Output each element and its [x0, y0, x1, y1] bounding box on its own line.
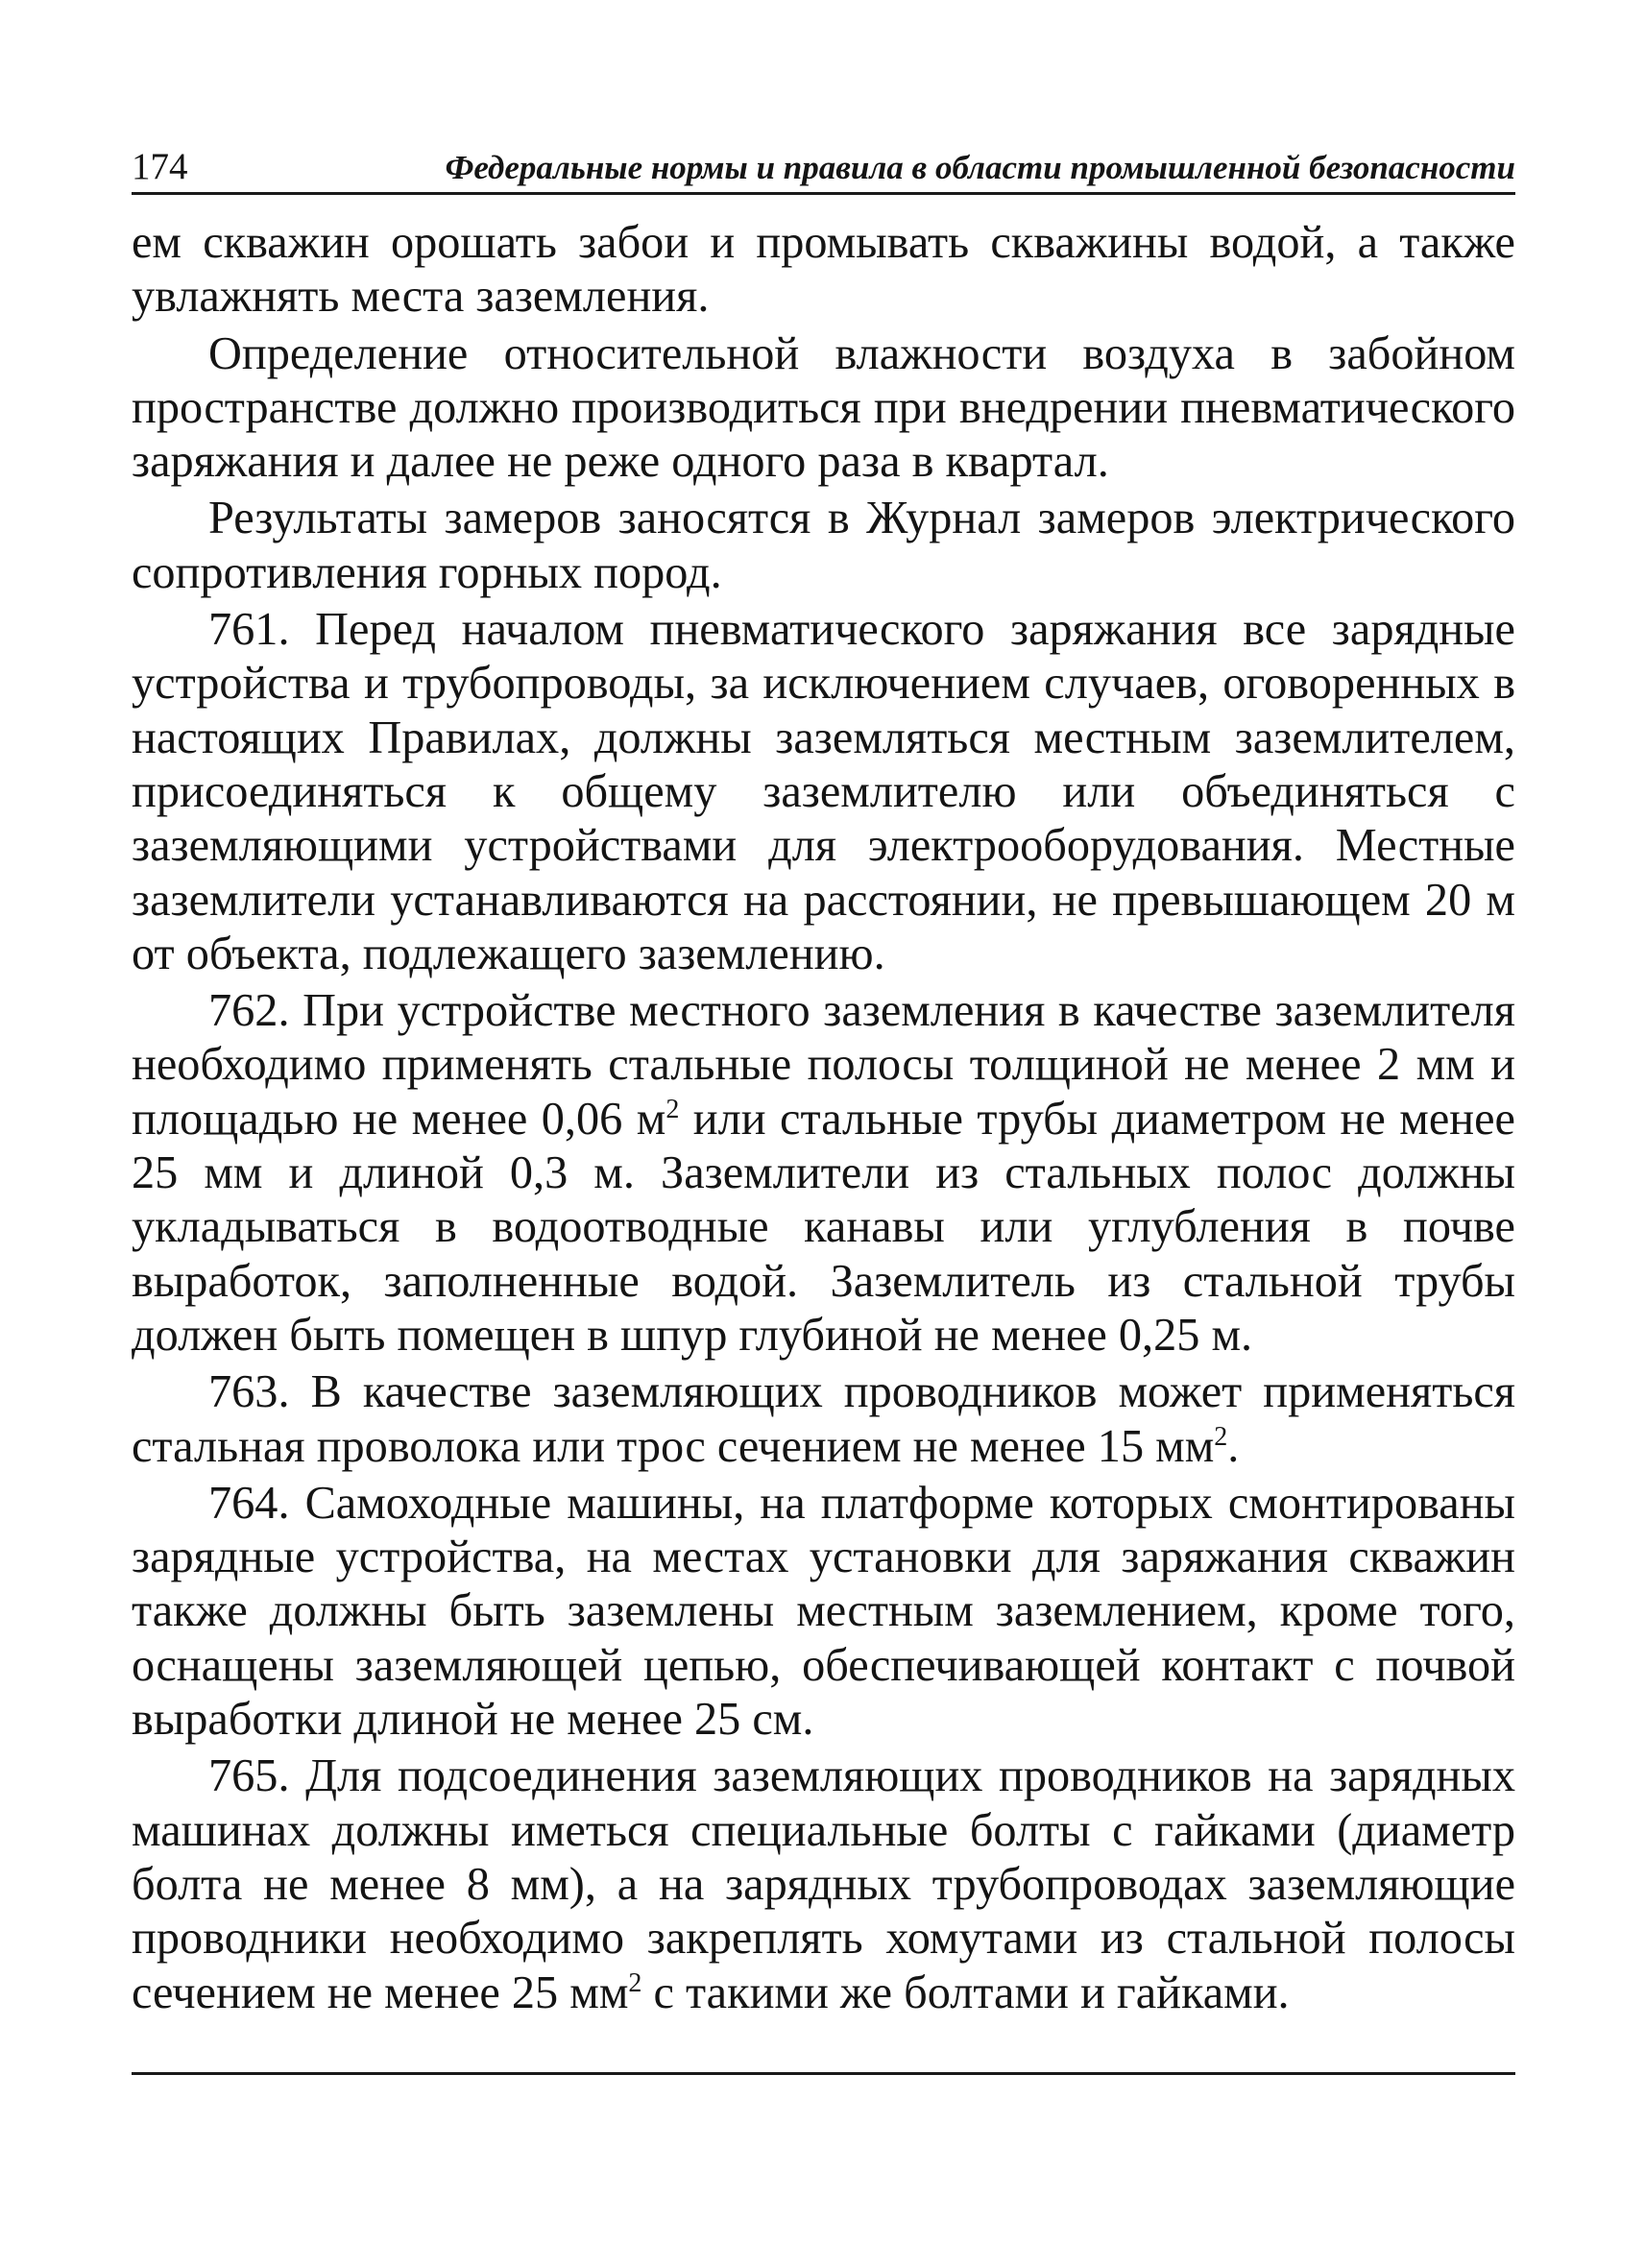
paragraph-humidity: [132, 327, 1515, 490]
paragraph-text: 762. При устройстве местного заземления в качестве заземлителя необходимо применять стальные полосы толщиной не менее 2 мм и площадью не менее 0,06 м: [132, 985, 1515, 1145]
paragraph-763: [132, 1365, 1515, 1474]
bottom-rule: [132, 2072, 1515, 2075]
paragraph-762: [132, 984, 1515, 1363]
paragraph-text: Определение относительной влажности воздуха в забойном пространстве должно производиться при внедрении пневматического заряжания и далее не реже одного раза в квартал.: [132, 327, 1515, 488]
page-number: 174: [132, 146, 188, 187]
paragraph-text: 764. Самоходные машины, на платформе которых смонтированы зарядные устройства, на местах установки для заряжания скважин также должны быть заземлены местным заземлением, кроме того, оснащены заземляющей цепью, обеспечивающей контакт с почвой выработки длиной не менее 25 см.: [132, 1477, 1515, 1746]
page-header: [132, 144, 1515, 195]
running-title: Федеральные нормы и правила в области промышленной безопасности: [445, 149, 1515, 186]
paragraph-text: .: [1227, 1420, 1240, 1472]
paragraph-text: 765. Для подсоединения заземляющих проводников на зарядных машинах должны иметься специальные болты с гайками (диаметр болта не менее 8 мм), а на зарядных трубопроводах заземляющие проводники необходимо закреплять хомутами из стальной полосы сечением не менее 25 мм: [132, 1750, 1515, 2018]
body-text: [132, 216, 1515, 2020]
paragraph-results: [132, 492, 1515, 600]
paragraph-765: [132, 1749, 1515, 2019]
superscript: 2: [628, 1967, 642, 1998]
document-page: [132, 144, 1515, 2023]
paragraph-text: ем скважин орошать забои и промывать скважины водой, а также увлажнять места заземления.: [132, 217, 1515, 323]
superscript: 2: [665, 1094, 680, 1124]
paragraph-text: 763. В качестве заземляющих проводников может применяться стальная проволока или трос сечением не менее 15 мм: [132, 1366, 1515, 1472]
paragraph-764: [132, 1477, 1515, 1747]
paragraph-text: с такими же болтами и гайками.: [641, 1966, 1290, 2018]
paragraph-continuation: [132, 216, 1515, 325]
paragraph-text: 761. Перед началом пневматического заряжания все зарядные устройства и трубопроводы, за исключением случаев, оговоренных в настоящих Правилах, должны заземляться местным заземлителем, присоединяться к общему заземлителю или объединяться с заземляющими устройствами для электрооборудования. Местные заземлители устанавливаются на расстоянии, не превышающем 20 м от объекта, подлежащего заземлению.: [132, 604, 1515, 979]
paragraph-text: Результаты замеров заносятся в Журнал замеров электрического сопротивления горных пород.: [132, 493, 1515, 598]
superscript: 2: [1214, 1421, 1228, 1452]
paragraph-761: [132, 603, 1515, 981]
paragraph-text: или стальные трубы диаметром не менее 25 мм и длиной 0,3 м. Заземлители из стальных полос должны укладываться в водоотводные канавы или углубления в почве выработок, заполненные водой. Заземлитель из стальной трубы должен быть помещен в шпур глубиной не менее 0,25 м.: [132, 1093, 1515, 1361]
